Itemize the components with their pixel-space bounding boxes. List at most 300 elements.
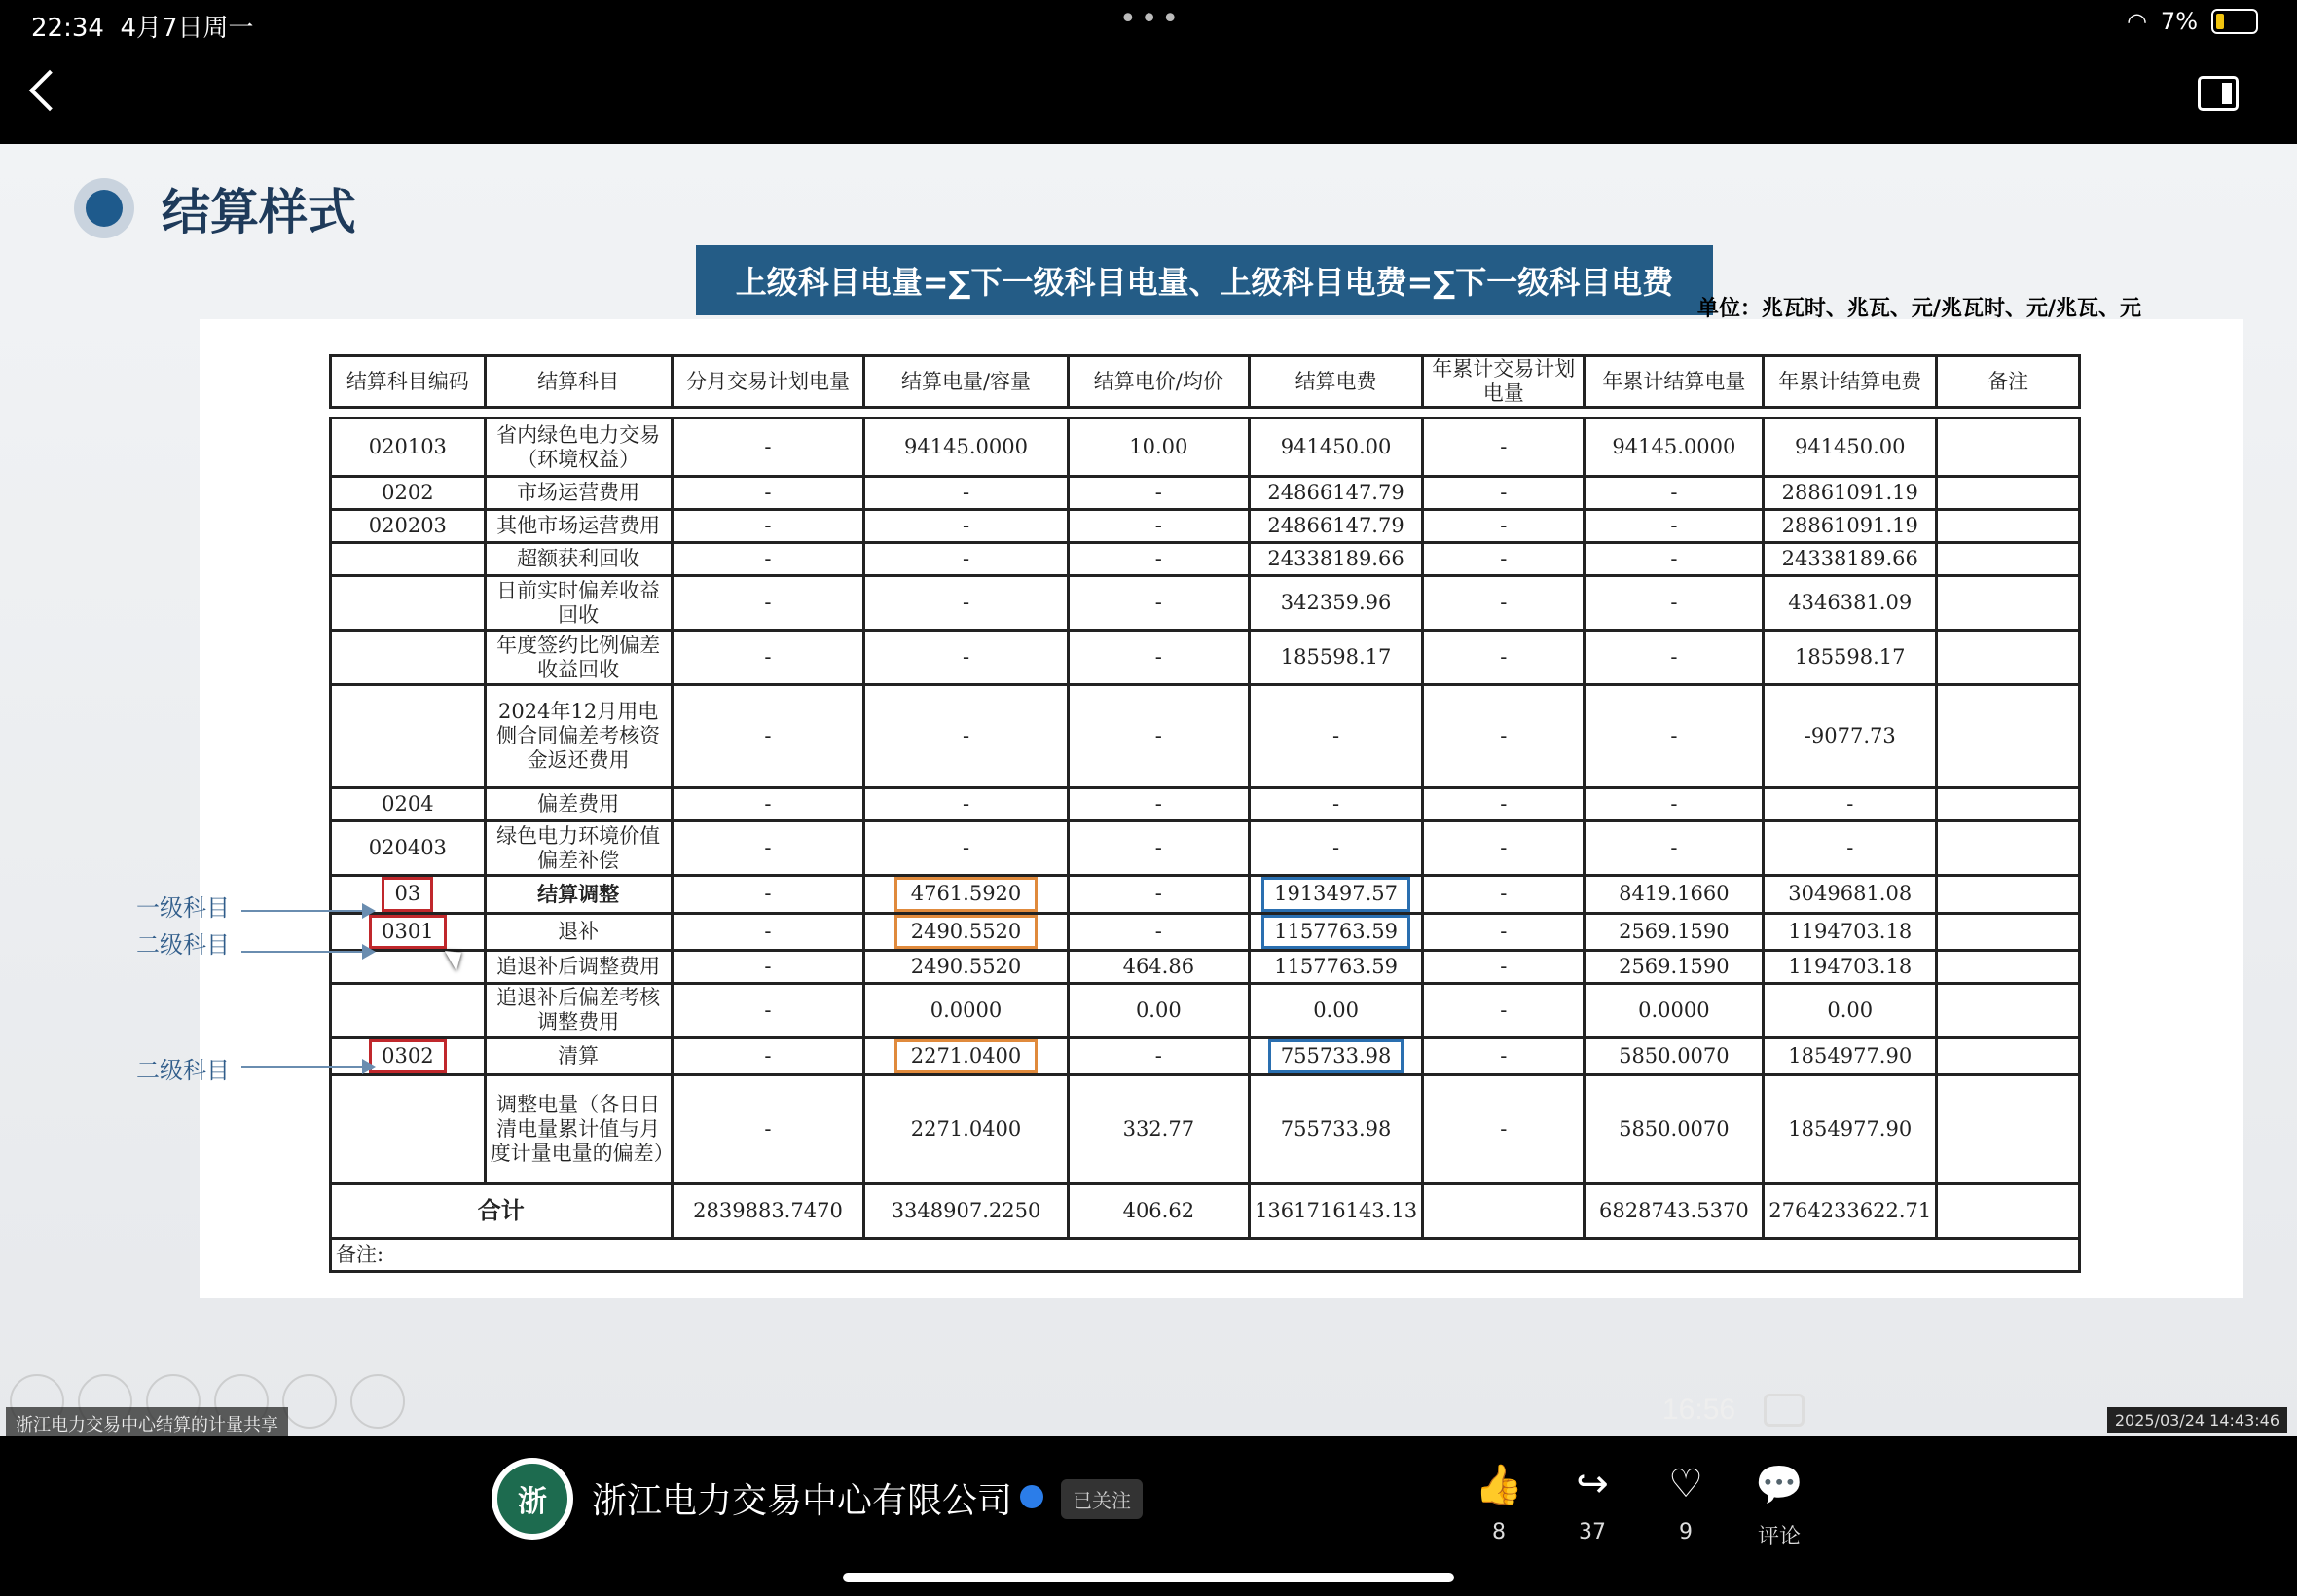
table-cell: [1423, 983, 1585, 1037]
table-cell: [1068, 983, 1249, 1037]
remark-cell: [1937, 510, 2080, 543]
table-cell: [485, 821, 672, 876]
cell-text: 0.0000: [1638, 998, 1710, 1022]
table-cell: [1250, 685, 1423, 788]
table-cell: [1764, 950, 1937, 983]
cell-text: -: [1154, 547, 1162, 571]
table-cell: [331, 788, 486, 821]
table-cell: [1764, 477, 1937, 510]
table-cell: [1068, 788, 1249, 821]
cell-text: -: [764, 514, 772, 538]
table-cell: [672, 876, 864, 913]
cell-text: -9077.73: [1804, 724, 1896, 748]
cell-text: -: [962, 591, 970, 615]
cell-text: -: [764, 998, 772, 1022]
cell-text: 0.00: [1135, 998, 1182, 1022]
cell-text: 4761.5920: [894, 877, 1039, 911]
table-cell: [485, 477, 672, 510]
status-bar: [0, 0, 2297, 47]
cell-text: -: [1154, 514, 1162, 538]
comment-label: 评论: [1757, 1525, 1801, 1549]
avatar[interactable]: 浙: [492, 1458, 573, 1540]
share-button[interactable]: [1553, 1462, 1631, 1544]
table-row: [331, 418, 2080, 477]
more-icon[interactable]: [350, 1374, 405, 1429]
cell-text: 020403: [368, 836, 447, 860]
table-cell: [1250, 631, 1423, 685]
cell-text: 1194703.18: [1788, 919, 1913, 943]
zoom-icon[interactable]: [282, 1374, 337, 1429]
cell-text: -: [764, 954, 772, 978]
table-cell: [1250, 876, 1423, 913]
cell-text: 4346381.09: [1788, 591, 1913, 615]
table-cell: [331, 876, 486, 913]
header-cell: 年累计结算电量: [1585, 356, 1764, 408]
header-cell: 结算电费: [1250, 356, 1423, 408]
table-cell: [1068, 631, 1249, 685]
table-cell: [1423, 950, 1585, 983]
table-cell: [485, 950, 672, 983]
arrow-icon: [241, 910, 374, 912]
header-cell: 结算电价/均价: [1068, 356, 1249, 408]
cell-text: 年度签约比例偏差收益回收: [496, 633, 661, 681]
cell-text: -: [1500, 792, 1508, 816]
cell-text: 94145.0000: [904, 435, 1028, 459]
cell-text: 332.77: [1122, 1116, 1195, 1141]
table-cell: [864, 685, 1068, 788]
table-cell: [1423, 876, 1585, 913]
cell-text: 0204: [382, 792, 434, 816]
remark-cell: [1937, 543, 2080, 576]
cell-text: 941450.00: [1794, 435, 1906, 459]
cell-text: -: [1500, 1043, 1508, 1068]
table-cell: [1068, 950, 1249, 983]
table-cell: [864, 576, 1068, 631]
table-cell: [1585, 1074, 1764, 1183]
cell-text: 2024年12月用电侧合同偏差考核资金返还费用: [496, 700, 661, 773]
table-cell: [1068, 685, 1249, 788]
cell-text: -: [1500, 836, 1508, 860]
table-cell: [1068, 477, 1249, 510]
remark-cell: [1937, 1183, 2080, 1238]
cell-text: -: [1500, 954, 1508, 978]
cell-text: 省内绿色电力交易（环境权益）: [496, 422, 661, 471]
cell-text: 020103: [368, 435, 447, 459]
like-count: 8: [1492, 1520, 1506, 1544]
cell-text: 追退补后偏差考核调整费用: [496, 986, 661, 1034]
table-cell: [672, 510, 864, 543]
table-row: [331, 821, 2080, 876]
cell-text: 020203: [368, 514, 447, 538]
table-cell: [864, 788, 1068, 821]
table-cell: [1423, 631, 1585, 685]
nav-bar: [0, 47, 2297, 144]
battery-percent: 7%: [2160, 8, 2198, 35]
home-indicator[interactable]: [843, 1573, 1454, 1582]
cell-text: 28861091.19: [1781, 481, 1918, 505]
table-cell: [672, 477, 864, 510]
table-cell: 3348907.2250: [864, 1183, 1068, 1238]
cell-text: -: [1500, 724, 1508, 748]
cell-text: -: [962, 645, 970, 670]
cell-text: -: [764, 591, 772, 615]
cell-text: 追退补后调整费用: [496, 954, 661, 978]
table-cell: [331, 983, 486, 1037]
table-cell: [1764, 1074, 1937, 1183]
table-cell: [1423, 1183, 1585, 1238]
cell-text: 342359.96: [1280, 591, 1392, 615]
table-cell: [1068, 913, 1249, 950]
table-cell: [331, 913, 486, 950]
cell-text: -: [1154, 645, 1162, 670]
table-cell: [864, 1074, 1068, 1183]
table-cell: [1250, 1037, 1423, 1074]
cell-text: 24866147.79: [1267, 514, 1404, 538]
table-cell: [672, 631, 864, 685]
remark-cell: [1937, 1037, 2080, 1074]
table-cell: [1764, 543, 1937, 576]
table-cell: [1423, 788, 1585, 821]
cell-text: 1913497.57: [1261, 877, 1410, 911]
follow-button[interactable]: 已关注: [1061, 1479, 1143, 1519]
cell-text: -: [1500, 998, 1508, 1022]
table-cell: [331, 418, 486, 477]
cell-text: 结算调整: [537, 882, 620, 907]
like-button[interactable]: [1460, 1462, 1538, 1544]
cell-text: -: [764, 882, 772, 906]
table-cell: [672, 788, 864, 821]
table-cell: [1423, 913, 1585, 950]
table-cell: [672, 1074, 864, 1183]
table-cell: [331, 685, 486, 788]
cell-text: -: [764, 836, 772, 860]
cell-text: 03: [382, 877, 433, 911]
table-cell: [1764, 1037, 1937, 1074]
cell-text: 2490.5520: [894, 915, 1039, 949]
table-cell: [672, 983, 864, 1037]
cell-text: -: [1670, 514, 1678, 538]
cell-text: 28861091.19: [1781, 514, 1918, 538]
table-cell: [331, 1074, 486, 1183]
cell-text: -: [764, 792, 772, 816]
table-cell: [1764, 821, 1937, 876]
share-watermark: 浙江电力交易中心结算的计量共享: [6, 1407, 288, 1440]
table-cell: [485, 1037, 672, 1074]
header-cell: 结算科目: [485, 356, 672, 408]
table-cell: [864, 876, 1068, 913]
remark-cell: [1937, 821, 2080, 876]
cell-text: 市场运营费用: [517, 481, 640, 505]
table-cell: [331, 1037, 486, 1074]
total-row: [331, 1183, 2080, 1238]
table-cell: [1423, 543, 1585, 576]
remark-cell: [1937, 876, 2080, 913]
verified-icon: [1020, 1485, 1043, 1508]
multitask-dots[interactable]: •••: [1119, 2, 1184, 36]
cell-text: 2569.1590: [1619, 954, 1730, 978]
cell-text: 755733.98: [1268, 1039, 1404, 1073]
table-cell: [1068, 876, 1249, 913]
cell-text: -: [1670, 481, 1678, 505]
cell-text: -: [1500, 591, 1508, 615]
table-cell: [672, 913, 864, 950]
table-cell: [1764, 510, 1937, 543]
table-cell: [485, 876, 672, 913]
table-cell: [1764, 876, 1937, 913]
cell-text: 5850.0070: [1619, 1043, 1730, 1068]
table-cell: [485, 788, 672, 821]
table-cell: 6828743.5370: [1585, 1183, 1764, 1238]
table-header-row: [331, 356, 2080, 408]
table-row: [331, 788, 2080, 821]
status-right: [2127, 8, 2258, 35]
table-cell: [1068, 821, 1249, 876]
cell-text: -: [1670, 724, 1678, 748]
level1-label: 一级科目: [136, 895, 230, 922]
table-cell: [1764, 631, 1937, 685]
header-cell: 年累计交易计划电量: [1423, 356, 1585, 408]
table-cell: [1068, 418, 1249, 477]
cell-text: -: [764, 481, 772, 505]
table-cell: [1423, 510, 1585, 543]
total-label: 合计: [331, 1183, 673, 1238]
table-cell: [1585, 477, 1764, 510]
table-cell: [1585, 950, 1764, 983]
sidebar-toggle-icon[interactable]: [2198, 76, 2239, 111]
table-row: [331, 685, 2080, 788]
account-name[interactable]: 浙江电力交易中心有限公司: [592, 1481, 1013, 1521]
cell-text: -: [1154, 1043, 1162, 1068]
cell-text: 1157763.59: [1274, 954, 1399, 978]
timestamp-stamp: 2025/03/24 14:43:46: [2107, 1407, 2287, 1433]
favorite-button[interactable]: [1647, 1462, 1725, 1544]
cell-text: -: [1154, 836, 1162, 860]
table-row: [331, 876, 2080, 913]
table-cell: [1423, 821, 1585, 876]
settlement-table: [329, 354, 2081, 1273]
cell-text: -: [1500, 882, 1508, 906]
table-cell: [1068, 1074, 1249, 1183]
cell-text: -: [1500, 481, 1508, 505]
cell-text: -: [1846, 792, 1854, 816]
header-cell: 结算电量/容量: [864, 356, 1068, 408]
header-cell: 年累计结算电费: [1764, 356, 1937, 408]
level2-label: 二级科目: [136, 1058, 230, 1084]
cell-text: -: [962, 481, 970, 505]
table-cell: [672, 950, 864, 983]
cell-text: -: [764, 1116, 772, 1141]
heart-icon: ♡: [1668, 1462, 1703, 1506]
table-cell: [864, 510, 1068, 543]
cell-text: 10.00: [1129, 435, 1188, 459]
table-row: [331, 913, 2080, 950]
cell-text: 1854977.90: [1788, 1043, 1913, 1068]
table-cell: [1068, 1037, 1249, 1074]
table-row: [331, 983, 2080, 1037]
comment-button[interactable]: [1740, 1462, 1818, 1550]
cell-text: 941450.00: [1280, 435, 1392, 459]
table-row: [331, 477, 2080, 510]
video-slide[interactable]: [0, 144, 2297, 1436]
cell-text: 绿色电力环境价值偏差补偿: [496, 823, 661, 872]
table-cell: [485, 576, 672, 631]
table-cell: [1585, 1037, 1764, 1074]
cell-text: 24866147.79: [1267, 481, 1404, 505]
note-row: [331, 1238, 2080, 1271]
cell-text: 2569.1590: [1619, 919, 1730, 943]
table-cell: 1361716143.13: [1250, 1183, 1423, 1238]
table-cell: [672, 1037, 864, 1074]
header-cell: 结算科目编码: [331, 356, 486, 408]
table-cell: [1585, 576, 1764, 631]
cell-text: 755733.98: [1280, 1116, 1392, 1141]
table-cell: [1764, 913, 1937, 950]
table-cell: [864, 983, 1068, 1037]
remark-cell: [1937, 788, 2080, 821]
cell-text: -: [1154, 919, 1162, 943]
table-cell: [864, 913, 1068, 950]
note-label: 备注:: [331, 1238, 2080, 1271]
arrow-icon: [241, 951, 374, 953]
table-cell: [1250, 1074, 1423, 1183]
table-cell: [864, 418, 1068, 477]
table-cell: [864, 821, 1068, 876]
remark-cell: [1937, 631, 2080, 685]
wifi-icon: ◠: [2126, 8, 2147, 35]
cell-text: -: [1332, 792, 1340, 816]
comment-icon: 💬: [1755, 1463, 1804, 1507]
table-cell: [1250, 821, 1423, 876]
unit-label: 单位：兆瓦时、兆瓦、元/兆瓦时、元/兆瓦、元: [1696, 297, 2141, 321]
cell-text: -: [1332, 836, 1340, 860]
arrow-icon: [241, 1066, 374, 1068]
table-cell: [672, 576, 864, 631]
table-cell: [672, 685, 864, 788]
table-row: [331, 1037, 2080, 1074]
cell-text: -: [1500, 435, 1508, 459]
cell-text: -: [764, 724, 772, 748]
table-cell: [485, 983, 672, 1037]
table-cell: 2764233622.71: [1764, 1183, 1937, 1238]
cell-text: 其他市场运营费用: [496, 514, 661, 538]
cell-text: 94145.0000: [1612, 435, 1736, 459]
table-cell: [1423, 685, 1585, 788]
table-cell: [1068, 576, 1249, 631]
remark-cell: [1937, 685, 2080, 788]
table-row: [331, 576, 2080, 631]
table-cell: [331, 477, 486, 510]
cell-text: 0.0000: [930, 998, 1003, 1022]
video-timer: 16:56: [1662, 1394, 1736, 1426]
table-cell: [485, 685, 672, 788]
cell-text: -: [764, 645, 772, 670]
table-cell: [1585, 983, 1764, 1037]
bullet-icon: [74, 178, 134, 238]
cell-text: -: [1500, 547, 1508, 571]
table-cell: [1585, 913, 1764, 950]
danmaku-icon[interactable]: [1764, 1394, 1805, 1427]
table-row: [331, 950, 2080, 983]
table-cell: [1585, 543, 1764, 576]
table-cell: [1764, 418, 1937, 477]
cell-text: -: [1332, 724, 1340, 748]
table-cell: [864, 950, 1068, 983]
cell-text: 0301: [369, 915, 446, 949]
table-cell: [1250, 983, 1423, 1037]
table-cell: [1250, 788, 1423, 821]
table-cell: [1585, 821, 1764, 876]
cell-text: 0202: [382, 481, 434, 505]
cell-text: 退补: [558, 919, 600, 943]
cell-text: -: [1846, 836, 1854, 860]
share-count: 37: [1579, 1520, 1606, 1544]
cell-text: -: [962, 724, 970, 748]
cell-text: 5850.0070: [1619, 1116, 1730, 1141]
remark-cell: [1937, 1074, 2080, 1183]
table-cell: [331, 510, 486, 543]
table-cell: [1423, 1074, 1585, 1183]
table-cell: [864, 477, 1068, 510]
table-cell: [864, 1037, 1068, 1074]
table-cell: [1423, 1037, 1585, 1074]
cell-text: 8419.1660: [1619, 882, 1730, 906]
table-cell: [672, 543, 864, 576]
thumbs-up-icon: 👍: [1475, 1463, 1523, 1507]
table-cell: [672, 821, 864, 876]
table-cell: [1068, 543, 1249, 576]
table-cell: [1250, 510, 1423, 543]
table-row: [331, 510, 2080, 543]
back-icon[interactable]: [29, 70, 70, 111]
table-cell: [485, 1074, 675, 1183]
table-cell: [1585, 510, 1764, 543]
table-cell: [485, 510, 672, 543]
header-cell: 备注: [1937, 356, 2080, 408]
cell-text: 2271.0400: [910, 1116, 1022, 1141]
remark-cell: [1937, 913, 2080, 950]
table-row: [331, 543, 2080, 576]
cell-text: -: [1154, 481, 1162, 505]
table-cell: [485, 418, 672, 477]
cell-text: -: [1670, 836, 1678, 860]
cell-text: -: [1670, 792, 1678, 816]
table-cell: [331, 821, 486, 876]
table-cell: [1585, 685, 1764, 788]
table-cell: [1250, 913, 1423, 950]
table-cell: [864, 543, 1068, 576]
cell-text: -: [962, 792, 970, 816]
table-cell: 2839883.7470: [672, 1183, 864, 1238]
cell-text: 日前实时偏差收益回收: [496, 578, 661, 627]
cell-text: -: [1670, 547, 1678, 571]
remark-cell: [1937, 950, 2080, 983]
cell-text: -: [1500, 645, 1508, 670]
cell-text: 185598.17: [1280, 645, 1392, 670]
table-cell: [1585, 788, 1764, 821]
cell-text: -: [1154, 724, 1162, 748]
cell-text: -: [1500, 919, 1508, 943]
table-cell: [331, 543, 486, 576]
spacer-row: [331, 408, 2080, 418]
cell-text: -: [962, 514, 970, 538]
remark-cell: [1937, 576, 2080, 631]
table-cell: [1250, 950, 1423, 983]
cell-text: -: [1670, 591, 1678, 615]
cell-text: -: [764, 435, 772, 459]
table-cell: [485, 631, 672, 685]
table-cell: [1585, 876, 1764, 913]
cell-text: -: [764, 547, 772, 571]
